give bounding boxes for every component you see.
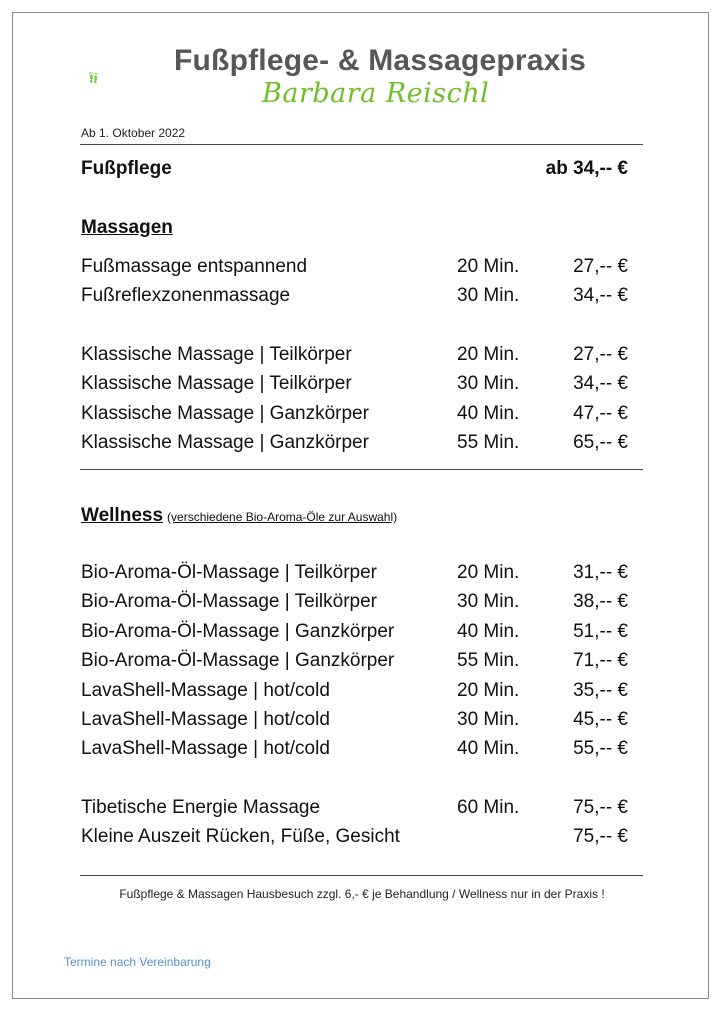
footer-note: Fußpflege & Massagen Hausbesuch zzgl. 6,- € je Behandlung / Wellness nur in der Praxis ! (119, 887, 605, 901)
service-duration: 30 Min. (457, 709, 520, 730)
section-title-massagen: Massagen (81, 217, 173, 238)
service-name: Klassische Massage | Ganzkörper (81, 403, 369, 424)
service-name: Klassische Massage | Ganzkörper (81, 432, 369, 453)
service-price: 27,-- € (573, 344, 628, 365)
service-name: Tibetische Energie Massage (81, 797, 321, 818)
service-duration: 20 Min. (457, 680, 520, 701)
service-name: Fußpflege (81, 158, 172, 179)
service-duration: 20 Min. (457, 562, 520, 583)
section-title-wellness (81, 505, 397, 527)
service-price: 51,-- € (573, 621, 628, 642)
price-row (81, 826, 628, 852)
service-name: LavaShell-Massage | hot/cold (81, 738, 330, 759)
service-name: LavaShell-Massage | hot/cold (81, 680, 330, 701)
service-name: Klassische Massage | Teilkörper (81, 344, 352, 365)
price-row (81, 709, 628, 735)
price-row (81, 285, 628, 311)
service-price: 65,-- € (573, 432, 628, 453)
service-duration: 20 Min. (457, 344, 520, 365)
service-name: Kleine Auszeit Rücken, Füße, Gesicht (81, 826, 400, 847)
price-row-fusspflege (81, 158, 628, 184)
divider (80, 144, 643, 145)
service-name: Klassische Massage | Teilkörper (81, 373, 352, 394)
service-duration: 40 Min. (457, 621, 520, 642)
service-name: Bio-Aroma-Öl-Massage | Ganzkörper (81, 650, 395, 671)
service-duration: 40 Min. (457, 738, 520, 759)
service-price: ab 34,-- € (545, 158, 628, 179)
green-feet-icon (88, 40, 168, 115)
service-price: 38,-- € (573, 591, 628, 612)
service-price: 71,-- € (573, 650, 628, 671)
price-row (81, 591, 628, 617)
service-name: Fußmassage entspannend (81, 256, 308, 277)
service-price: 45,-- € (573, 709, 628, 730)
price-row (81, 562, 628, 588)
service-duration: 40 Min. (457, 403, 520, 424)
service-duration: 20 Min. (457, 256, 520, 277)
price-row (81, 403, 628, 429)
divider (80, 469, 643, 470)
service-duration: 60 Min. (457, 797, 520, 818)
price-row (81, 432, 628, 458)
service-name: Bio-Aroma-Öl-Massage | Teilkörper (81, 591, 378, 612)
service-name: Bio-Aroma-Öl-Massage | Teilkörper (81, 562, 378, 583)
price-row (81, 650, 628, 676)
section-note: (verschiedene Bio-Aroma-Öle zur Auswahl) (167, 510, 398, 524)
price-row (81, 797, 628, 823)
price-row (81, 256, 628, 282)
section-title: Wellness (81, 505, 164, 526)
service-price: 35,-- € (573, 680, 628, 701)
service-price: 75,-- € (573, 826, 628, 847)
service-name: LavaShell-Massage | hot/cold (81, 709, 330, 730)
service-price: 75,-- € (573, 797, 628, 818)
service-price: 47,-- € (573, 403, 628, 424)
service-name: Bio-Aroma-Öl-Massage | Ganzkörper (81, 621, 395, 642)
service-price: 34,-- € (573, 285, 628, 306)
divider (80, 875, 643, 876)
price-row (81, 680, 628, 706)
valid-from: Ab 1. Oktober 2022 (81, 126, 186, 140)
service-duration: 30 Min. (457, 285, 520, 306)
service-duration: 30 Min. (457, 591, 520, 612)
service-price: 31,-- € (573, 562, 628, 583)
price-row (81, 373, 628, 399)
price-row (81, 344, 628, 370)
service-duration: 30 Min. (457, 373, 520, 394)
appointment-note: Termine nach Vereinbarung (64, 955, 211, 969)
service-duration: 55 Min. (457, 650, 520, 671)
price-row (81, 621, 628, 647)
service-duration: 55 Min. (457, 432, 520, 453)
service-price: 34,-- € (573, 373, 628, 394)
service-price: 55,-- € (573, 738, 628, 759)
brand-subtitle: Barbara Reischl (262, 78, 490, 109)
price-row (81, 738, 628, 764)
service-price: 27,-- € (573, 256, 628, 277)
brand-name: Fußpflege- & Massagepraxis (174, 44, 586, 77)
service-name: Fußreflexzonenmassage (81, 285, 291, 306)
